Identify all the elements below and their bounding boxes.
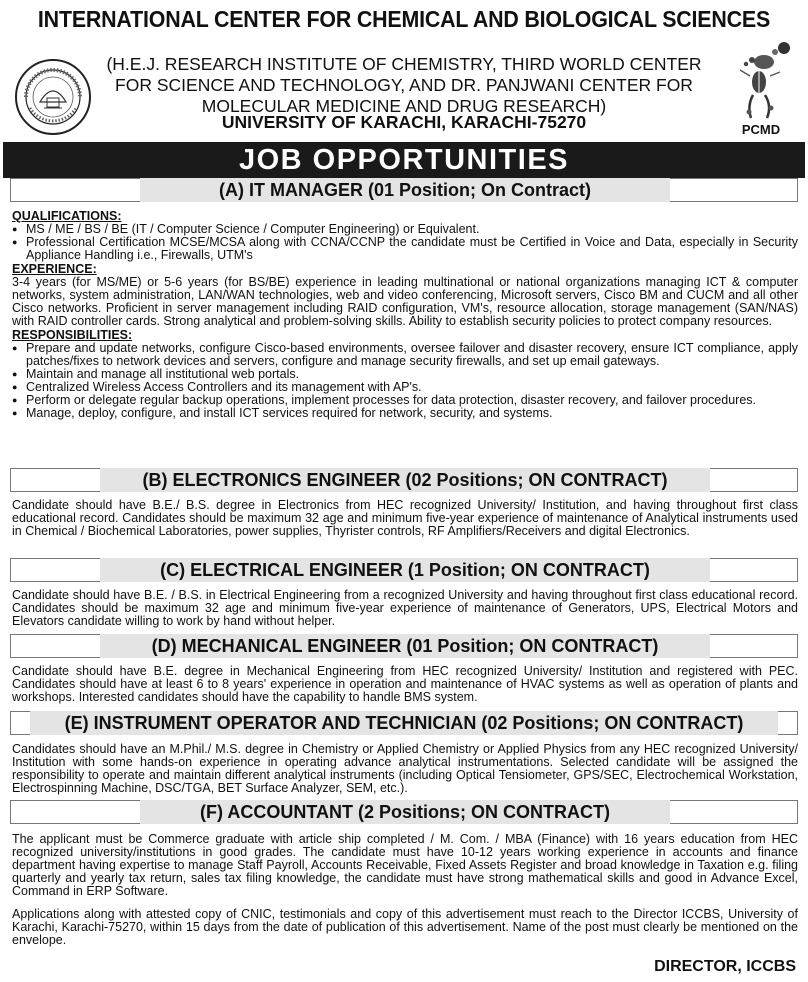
list-item: ● Perform or delegate regular backup operations, implement processes for data protection, disaster recovery, and failover procedures. [12,394,798,407]
section-d-heading: (D) MECHANICAL ENGINEER (01 Position; ON CONTRACT) [100,634,710,658]
list-item: ● Prepare and update networks, configure Cisco-based environments, oversee failover and disaster recovery, ensure ICT compliance, apply patches/fixes to network devices and servers, configure and manage security firewalls, and set up email gateways. [12,342,798,368]
section-c-text: Candidate should have B.E. / B.S. in Electrical Engineering from a recognized University and having throughout first class educational record. Candidates should be maximum 32 age and minimum five-year experience of maintenance of Generators, UPS, Electrical Motors and Elevators candidate willing to work by hand without helper. [12,588,798,628]
section-c-heading: (C) ELECTRICAL ENGINEER (1 Position; ON CONTRACT) [100,558,710,582]
header-line-1: (H.E.J. RESEARCH INSTITUTE OF CHEMISTRY, THIRD WORLD CENTER [106,54,702,74]
organization-title: INTERNATIONAL CENTER FOR CHEMICAL AND BIOLOGICAL SCIENCES [37,6,771,32]
job-opportunities-banner: JOB OPPORTUNITIES [238,144,570,176]
section-e-text: Candidates should have an M.Phil./ M.S. degree in Chemistry or Applied Chemistry or Applied Physics from any HEC recognized University/ Institution with some hands-on experience in operating advance analytical instrumentations. Selected candidate will be assigned the responsibility to operate and maintain different analytical instruments (including Optical Tensiometer, GPS/SEC, Electrochemical Workstation, Electrospinning Machine, DSC/TGA, BET Surface Analyzer, SEM, etc.). [12,742,798,795]
qualifications-heading: QUALIFICATIONS: [12,209,122,223]
experience-heading: EXPERIENCE: [12,262,97,276]
section-f-heading: (F) ACCOUNTANT (2 Positions; ON CONTRACT) [140,800,670,824]
section-b-heading: (B) ELECTRONICS ENGINEER (02 Positions; ON CONTRACT) [100,468,710,492]
list-item: ● Professional Certification MCSE/MCSA along with CCNA/CCNP the candidate must be Certified in Voice and Data, especially in Security Appliance Handling i.e., Firewalls, UTM's [12,236,798,262]
section-d-text: Candidate should have B.E. degree in Mechanical Engineering from HEC recognized University/ Institution and registered with PEC. Candidates should have at least 6 to 8 years' experience in operation and maintenance of HVAC systems as well as operation of plants and workshops. Interested candidates should have the capability to handle BMS system. [12,664,798,704]
qualifications-list [12,223,798,262]
section-e-heading: (E) INSTRUMENT OPERATOR AND TECHNICIAN (02 Positions; ON CONTRACT) [30,711,778,735]
list-item: ● MS / ME / BS / BE (IT / Computer Science / Computer Engineering) or Equivalent. [12,223,798,236]
responsibilities-list [12,342,798,420]
header-line-3: MOLECULAR MEDICINE AND DRUG RESEARCH) [201,96,607,116]
responsibilities-heading: RESPONSIBILITIES: [12,328,133,342]
application-instructions: Applications along with attested copy of CNIC, testimonials and copy of this advertisement must reach to the Director ICCBS, University of Karachi, Karachi-75270, within 15 days from the date of publication of this advertisement. Name of the post must clearly be mentioned on the envelope. [12,907,798,947]
list-item: ● Maintain and manage all institutional web portals. [12,368,798,381]
university-address: UNIVERSITY OF KARACHI, KARACHI-75270 [221,112,587,132]
section-b-text: Candidate should have B.E./ B.S. degree in Electronics from HEC recognized University/ Institution, and having throughout first class educational record. Candidates should be maximum 32 age and minimum five-year experience of maintenance of Analytical instruments used in Chemical / Biochemical Laboratories, power supplies, Thyrister controls, RF Amplifiers/Receivers and digital Electronics. [12,498,798,538]
pcmd-logo-icon [726,40,796,138]
list-item: ● Centralized Wireless Access Controllers and its management with AP's. [12,381,798,394]
experience-text: 3-4 years (for MS/ME) or 5-6 years (for BS/BE) experience in leading multinational or national organizations managing ICT & computer networks, system administration, LAN/WAN technologies, web and video conferencing, Microsoft servers, Cisco BM and CUCM and all other Cisco networks. Proficient in server management including RAID configuration, VM's, resource allocation, storage management (SAN/NAS) with RAID controller cards. Strong analytical and problem-solving skills. Ability to establish security policies to protect company resources. [12,275,798,328]
section-a-body [12,210,798,420]
header-line-2: FOR SCIENCE AND TECHNOLOGY, AND DR. PANJWANI CENTER FOR [115,75,693,95]
section-f-text: The applicant must be Commerce graduate with article ship completed / M. Com. / MBA (Finance) with 16 years education from HEC recognized university/institutions in good grades. The candidate must have 10-12 years working experience in accounts and finance department having expertise to manage Staff Payroll, Accounts Receivable, Fixed Assets Register and broad knowledge in Taxation e.g. filing quarterly and yearly tax return, sales tax filing knowledge, the candidate must have strong mathematical skills and good in Advance Excel, Command in ERP Software. [12,832,798,898]
signature-director: DIRECTOR, ICCBS [654,958,796,975]
list-item: ● Manage, deploy, configure, and install ICT services required for network, security, and systems. [12,407,798,420]
pcmd-logo-text: PCMD [741,122,781,137]
section-a-heading: (A) IT MANAGER (01 Position; On Contract) [140,178,670,202]
